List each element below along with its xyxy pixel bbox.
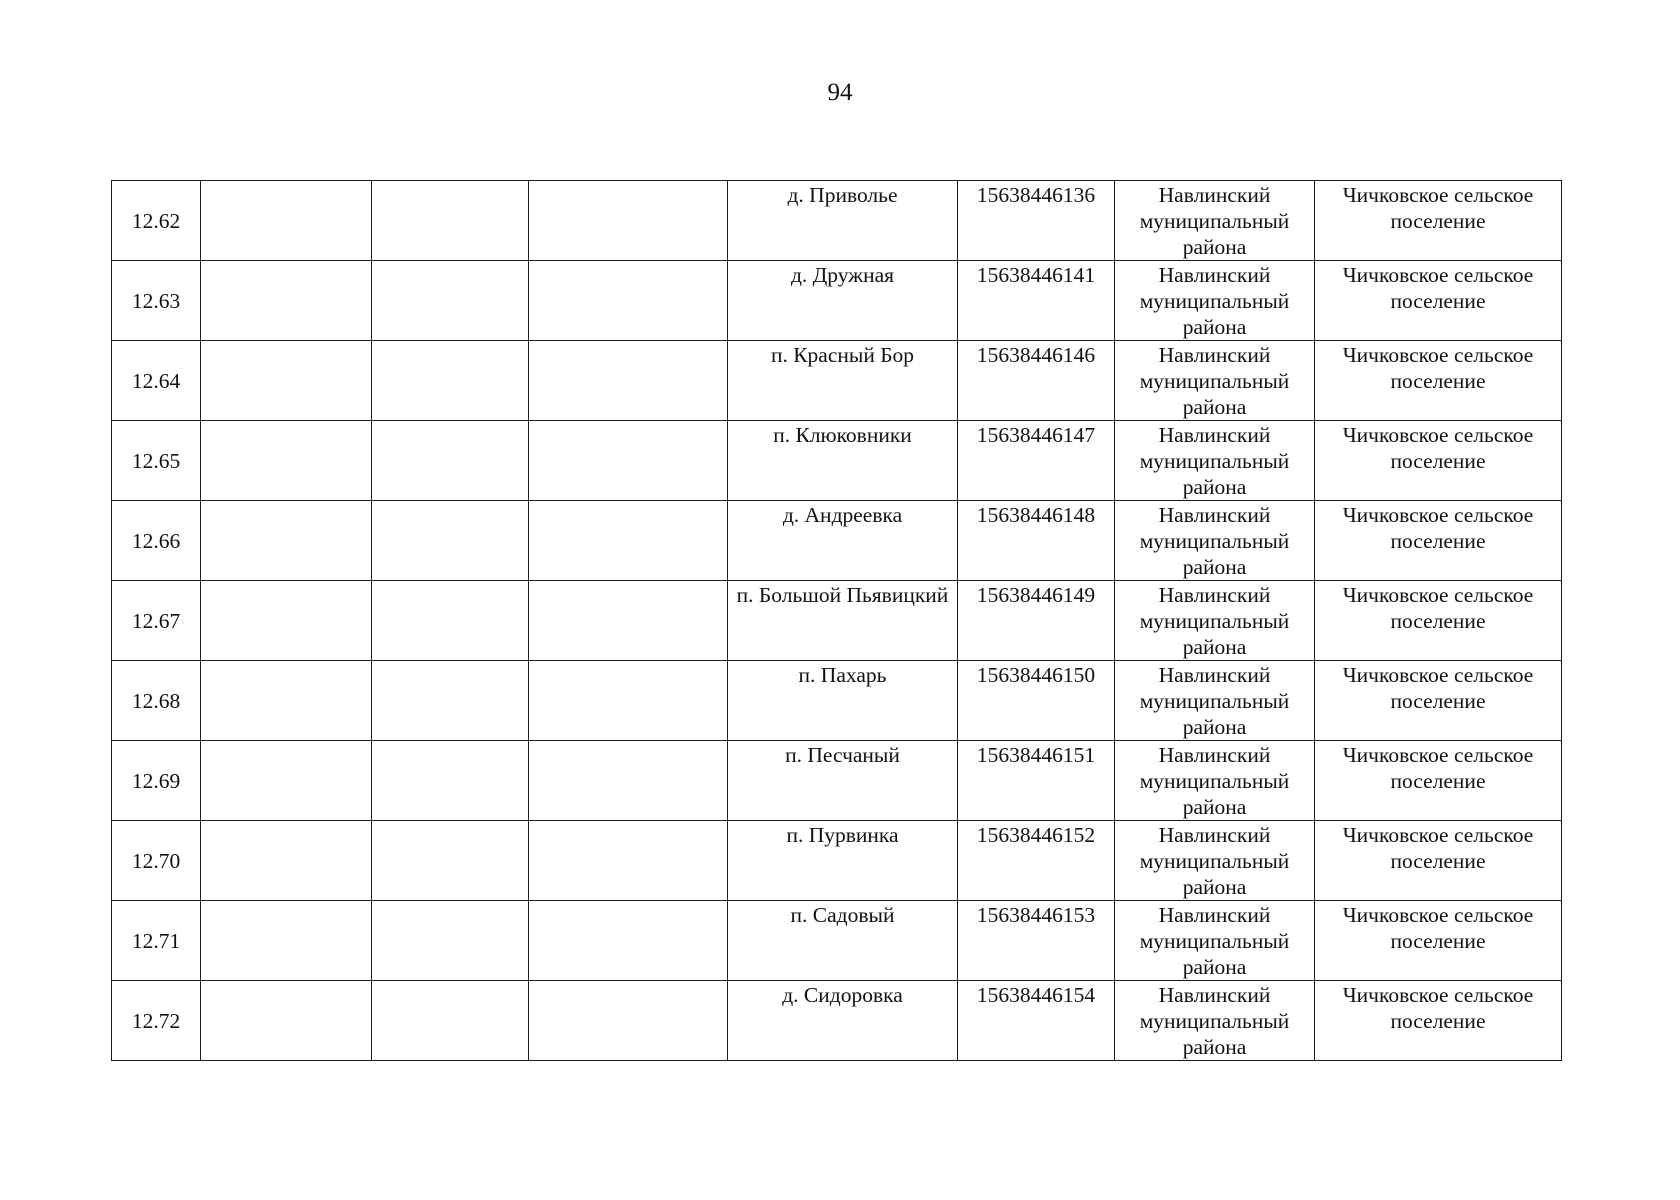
municipality-name-cell <box>1315 661 1562 741</box>
row-number: 12.66 <box>131 528 181 553</box>
oktmo-code: 15638446150 <box>976 663 1096 687</box>
municipality-name: Чичковское сельское поселение <box>1342 183 1534 233</box>
oktmo-code-cell <box>958 421 1115 501</box>
empty-cell <box>529 261 728 341</box>
municipality-name-cell <box>1315 581 1562 661</box>
row-number: 12.67 <box>131 608 181 633</box>
empty-cell <box>201 581 372 661</box>
district-name: Навлинский муниципальный района <box>1139 423 1290 499</box>
oktmo-code: 15638446141 <box>976 263 1096 287</box>
municipality-name: Чичковское сельское поселение <box>1342 663 1534 713</box>
municipality-name: Чичковское сельское поселение <box>1342 263 1534 313</box>
district-name-cell <box>1115 821 1315 901</box>
table-body <box>112 181 1562 1061</box>
empty-cell <box>529 341 728 421</box>
oktmo-code: 15638446147 <box>976 423 1096 447</box>
municipality-name: Чичковское сельское поселение <box>1342 423 1534 473</box>
municipality-name-cell <box>1315 901 1562 981</box>
district-name-cell <box>1115 181 1315 261</box>
row-number: 12.71 <box>131 928 181 953</box>
oktmo-code-cell <box>958 741 1115 821</box>
empty-cell <box>201 501 372 581</box>
empty-cell <box>372 821 529 901</box>
oktmo-code-cell <box>958 501 1115 581</box>
municipality-name-cell <box>1315 421 1562 501</box>
row-number: 12.65 <box>131 448 181 473</box>
municipality-name-cell <box>1315 181 1562 261</box>
empty-cell <box>201 341 372 421</box>
district-name: Навлинский муниципальный района <box>1139 503 1290 579</box>
oktmo-code: 15638446149 <box>976 583 1096 607</box>
district-name: Навлинский муниципальный района <box>1139 903 1290 979</box>
settlement-name: п. Красный Бор <box>770 343 915 367</box>
district-name: Навлинский муниципальный района <box>1139 343 1290 419</box>
empty-cell <box>201 981 372 1061</box>
settlement-name-cell <box>728 981 958 1061</box>
district-name-cell <box>1115 421 1315 501</box>
municipality-name: Чичковское сельское поселение <box>1342 583 1534 633</box>
empty-cell <box>529 181 728 261</box>
row-number: 12.63 <box>131 288 181 313</box>
row-number-cell <box>112 821 201 901</box>
district-name: Навлинский муниципальный района <box>1139 743 1290 819</box>
row-number-cell <box>112 981 201 1061</box>
settlement-name: п. Клюковники <box>773 423 912 447</box>
settlement-name-cell <box>728 261 958 341</box>
empty-cell <box>201 661 372 741</box>
municipality-name: Чичковское сельское поселение <box>1342 343 1534 393</box>
district-name: Навлинский муниципальный района <box>1139 983 1290 1059</box>
row-number-cell <box>112 341 201 421</box>
empty-cell <box>372 421 529 501</box>
oktmo-code-cell <box>958 981 1115 1061</box>
district-name-cell <box>1115 341 1315 421</box>
settlement-name: д. Андреевка <box>782 503 903 527</box>
municipality-name: Чичковское сельское поселение <box>1342 743 1534 793</box>
municipality-name-cell <box>1315 821 1562 901</box>
row-number: 12.68 <box>131 688 181 713</box>
empty-cell <box>201 421 372 501</box>
district-name-cell <box>1115 261 1315 341</box>
municipality-name-cell <box>1315 341 1562 421</box>
oktmo-code: 15638446154 <box>976 983 1096 1007</box>
district-name: Навлинский муниципальный района <box>1139 663 1290 739</box>
empty-cell <box>372 901 529 981</box>
empty-cell <box>372 181 529 261</box>
empty-cell <box>372 981 529 1061</box>
municipality-name-cell <box>1315 981 1562 1061</box>
oktmo-code: 15638446136 <box>976 183 1096 207</box>
municipality-name-cell <box>1315 501 1562 581</box>
oktmo-code-cell <box>958 821 1115 901</box>
oktmo-code-cell <box>958 581 1115 661</box>
empty-cell <box>372 661 529 741</box>
settlement-name-cell <box>728 501 958 581</box>
empty-cell <box>201 261 372 341</box>
district-name-cell <box>1115 581 1315 661</box>
empty-cell <box>529 661 728 741</box>
row-number-cell <box>112 661 201 741</box>
row-number-cell <box>112 261 201 341</box>
row-number: 12.64 <box>131 368 181 393</box>
table-row <box>112 821 1562 901</box>
oktmo-code: 15638446151 <box>976 743 1096 767</box>
page-number: 94 <box>827 79 853 106</box>
municipality-name: Чичковское сельское поселение <box>1342 503 1534 553</box>
municipality-name: Чичковское сельское поселение <box>1342 823 1534 873</box>
oktmo-code: 15638446152 <box>976 823 1096 847</box>
settlement-name: д. Приволье <box>787 183 898 207</box>
row-number: 12.69 <box>131 768 181 793</box>
row-number-cell <box>112 181 201 261</box>
empty-cell <box>529 821 728 901</box>
table-row <box>112 341 1562 421</box>
municipality-name-cell <box>1315 261 1562 341</box>
settlement-name-cell <box>728 341 958 421</box>
settlement-name-cell <box>728 821 958 901</box>
empty-cell <box>372 341 529 421</box>
empty-cell <box>372 261 529 341</box>
settlement-name: п. Пурвинка <box>786 823 899 847</box>
settlement-name: п. Садовый <box>790 903 895 927</box>
row-number-cell <box>112 581 201 661</box>
settlements-table <box>111 180 1562 1061</box>
table-row <box>112 261 1562 341</box>
settlement-name-cell <box>728 901 958 981</box>
oktmo-code: 15638446153 <box>976 903 1096 927</box>
oktmo-code: 15638446148 <box>976 503 1096 527</box>
empty-cell <box>529 581 728 661</box>
oktmo-code-cell <box>958 261 1115 341</box>
oktmo-code-cell <box>958 661 1115 741</box>
empty-cell <box>529 501 728 581</box>
empty-cell <box>201 821 372 901</box>
empty-cell <box>529 981 728 1061</box>
district-name-cell <box>1115 501 1315 581</box>
district-name-cell <box>1115 661 1315 741</box>
settlement-name: п. Песчаный <box>785 743 900 767</box>
municipality-name: Чичковское сельское поселение <box>1342 903 1534 953</box>
row-number: 12.72 <box>131 1008 181 1033</box>
row-number: 12.70 <box>131 848 181 873</box>
row-number-cell <box>112 501 201 581</box>
empty-cell <box>529 901 728 981</box>
table-row <box>112 901 1562 981</box>
row-number: 12.62 <box>131 208 181 233</box>
settlement-name-cell <box>728 181 958 261</box>
empty-cell <box>372 581 529 661</box>
empty-cell <box>201 181 372 261</box>
table-row <box>112 181 1562 261</box>
oktmo-code-cell <box>958 341 1115 421</box>
row-number-cell <box>112 741 201 821</box>
district-name: Навлинский муниципальный района <box>1139 823 1290 899</box>
empty-cell <box>529 421 728 501</box>
row-number-cell <box>112 421 201 501</box>
district-name: Навлинский муниципальный района <box>1139 583 1290 659</box>
settlement-name: п. Пахарь <box>798 663 887 687</box>
empty-cell <box>372 501 529 581</box>
municipality-name-cell <box>1315 741 1562 821</box>
settlement-name-cell <box>728 421 958 501</box>
district-name-cell <box>1115 741 1315 821</box>
table-row <box>112 421 1562 501</box>
empty-cell <box>201 901 372 981</box>
row-number-cell <box>112 901 201 981</box>
table-row <box>112 501 1562 581</box>
oktmo-code: 15638446146 <box>976 343 1096 367</box>
settlement-name: д. Дружная <box>790 263 895 287</box>
settlement-name-cell <box>728 741 958 821</box>
district-name: Навлинский муниципальный района <box>1139 183 1290 259</box>
settlement-name: п. Большой Пьявицкий <box>736 583 949 607</box>
settlement-name-cell <box>728 581 958 661</box>
district-name: Навлинский муниципальный района <box>1139 263 1290 339</box>
settlement-name-cell <box>728 661 958 741</box>
municipality-name: Чичковское сельское поселение <box>1342 983 1534 1033</box>
empty-cell <box>372 741 529 821</box>
empty-cell <box>529 741 728 821</box>
table-row <box>112 981 1562 1061</box>
table-row <box>112 581 1562 661</box>
settlement-name: д. Сидоровка <box>782 983 903 1007</box>
district-name-cell <box>1115 901 1315 981</box>
table-row <box>112 741 1562 821</box>
oktmo-code-cell <box>958 901 1115 981</box>
empty-cell <box>201 741 372 821</box>
district-name-cell <box>1115 981 1315 1061</box>
table-row <box>112 661 1562 741</box>
oktmo-code-cell <box>958 181 1115 261</box>
